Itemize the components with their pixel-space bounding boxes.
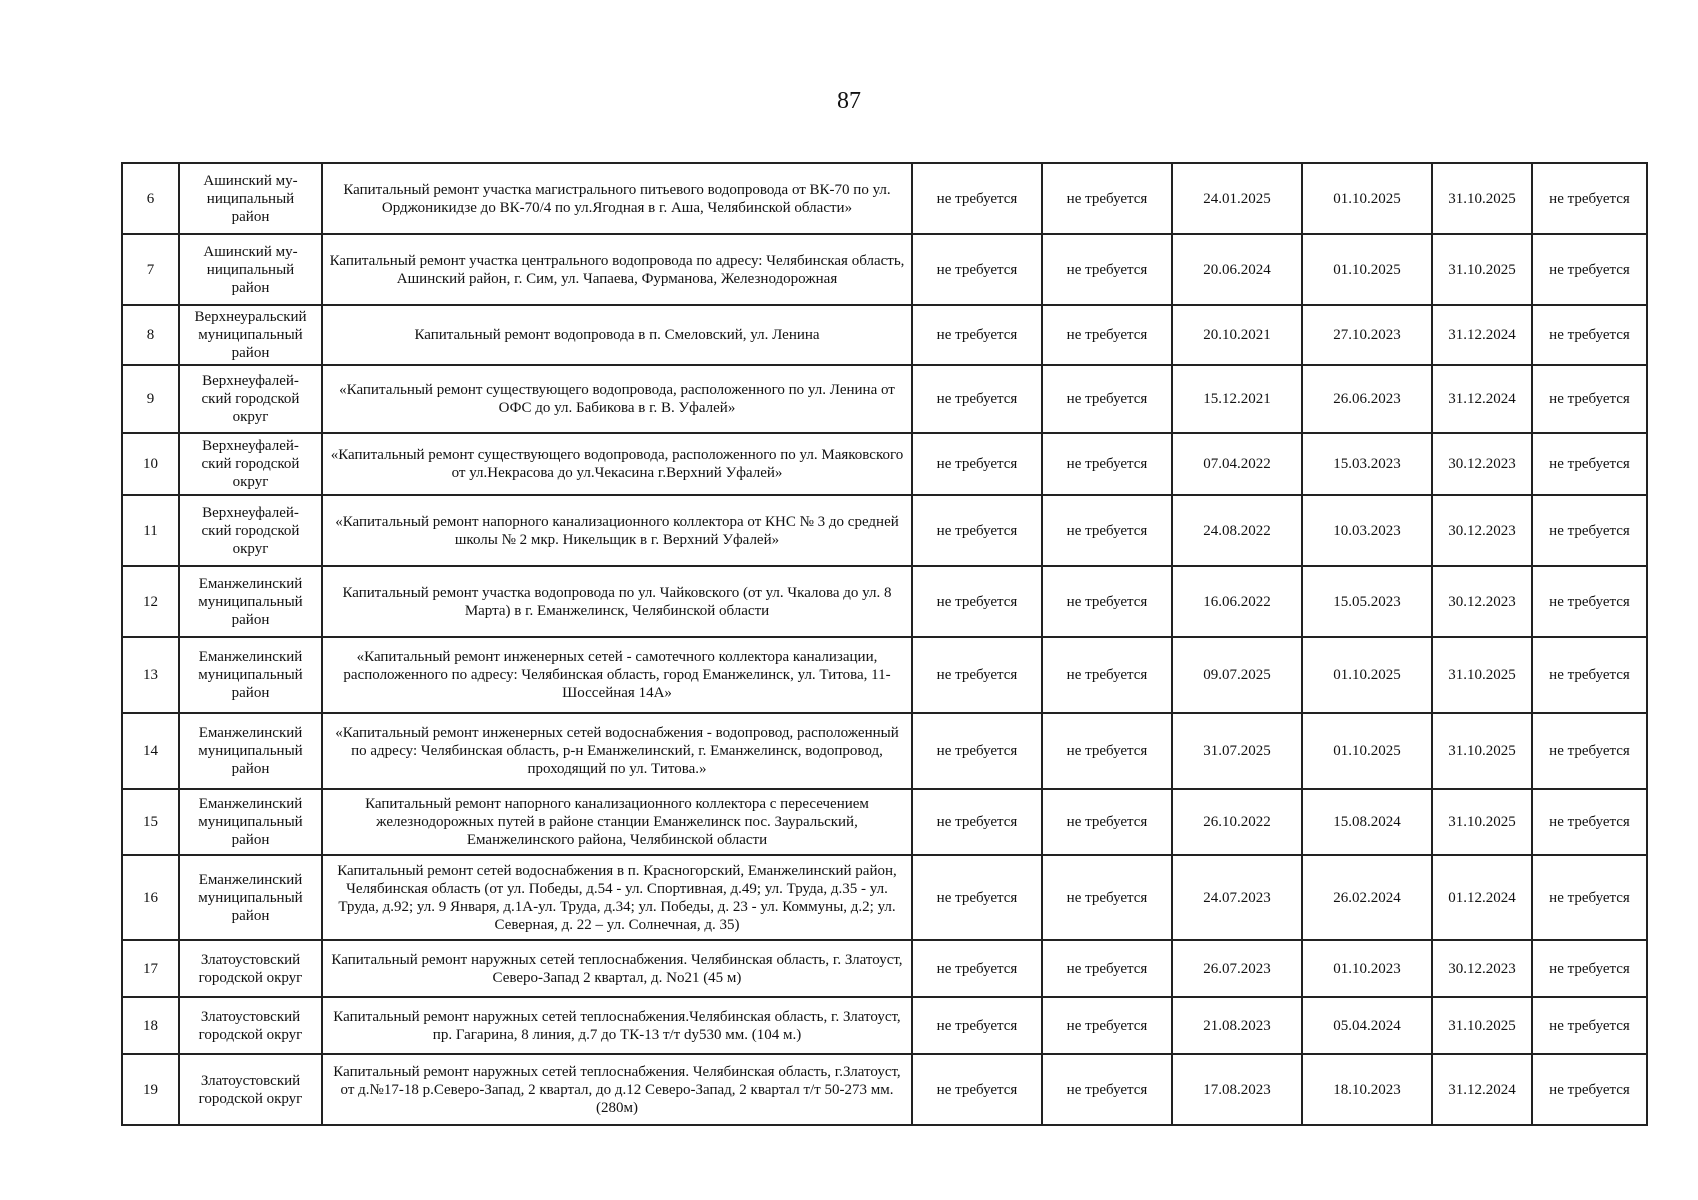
- status-cell: не требуется: [1532, 566, 1647, 637]
- status-cell: не требуется: [912, 789, 1042, 855]
- date-cell: 01.10.2025: [1302, 637, 1432, 713]
- description-cell: «Капитальный ремонт существующего водопровода, расположенного по ул. Ленина от ОФС до ул. Бабикова в г. В. Уфалей»: [322, 365, 912, 433]
- row-number: 11: [122, 495, 179, 566]
- district-cell: Златоустовский городской округ: [179, 940, 322, 997]
- description-cell: Капитальный ремонт участка магистрального питьевого водопровода от ВК-70 по ул. Орджоникидзе до ВК-70/4 по ул.Ягодная в г. Аша, Челябинской области»: [322, 163, 912, 234]
- table-row: [122, 855, 1647, 940]
- date-cell: 18.10.2023: [1302, 1054, 1432, 1125]
- description-cell: «Капитальный ремонт существующего водопровода, расположенного по ул. Маяковского от ул.Некрасова до ул.Чекасина г.Верхний Уфалей»: [322, 433, 912, 495]
- date-cell: 01.10.2023: [1302, 940, 1432, 997]
- status-cell: не требуется: [1042, 855, 1172, 940]
- district-cell: Еманжелинский муниципальный район: [179, 855, 322, 940]
- date-cell: 26.06.2023: [1302, 365, 1432, 433]
- status-cell: не требуется: [912, 1054, 1042, 1125]
- description-cell: Капитальный ремонт наружных сетей теплоснабжения.Челябинская область, г. Златоуст, пр. Гагарина, 8 линия, д.7 до ТК-13 т/т dy530 мм. (104 м.): [322, 997, 912, 1054]
- status-cell: не требуется: [1042, 566, 1172, 637]
- description-cell: Капитальный ремонт водопровода в п. Смеловский, ул. Ленина: [322, 305, 912, 365]
- status-cell: не требуется: [1042, 163, 1172, 234]
- status-cell: не требуется: [1042, 365, 1172, 433]
- row-number: 10: [122, 433, 179, 495]
- date-cell: 15.12.2021: [1172, 365, 1302, 433]
- table-row: [122, 365, 1647, 433]
- date-cell: 31.12.2024: [1432, 365, 1532, 433]
- district-cell: Верхнеуральский муниципальный район: [179, 305, 322, 365]
- status-cell: не требуется: [912, 940, 1042, 997]
- table-row: [122, 940, 1647, 997]
- status-cell: не требуется: [1042, 234, 1172, 305]
- date-cell: 17.08.2023: [1172, 1054, 1302, 1125]
- district-cell: Верхнеуфалей- ский городской округ: [179, 365, 322, 433]
- status-cell: не требуется: [1532, 713, 1647, 789]
- status-cell: не требуется: [912, 637, 1042, 713]
- status-cell: не требуется: [1532, 789, 1647, 855]
- status-cell: не требуется: [1532, 855, 1647, 940]
- date-cell: 26.10.2022: [1172, 789, 1302, 855]
- status-cell: не требуется: [1532, 997, 1647, 1054]
- date-cell: 01.10.2025: [1302, 234, 1432, 305]
- description-cell: Капитальный ремонт участка центрального водопровода по адресу: Челябинская область, Ашинский район, г. Сим, ул. Чапаева, Фурманова, Железнодорожная: [322, 234, 912, 305]
- status-cell: не требуется: [912, 855, 1042, 940]
- date-cell: 10.03.2023: [1302, 495, 1432, 566]
- table-row: [122, 234, 1647, 305]
- status-cell: не требуется: [912, 234, 1042, 305]
- date-cell: 07.04.2022: [1172, 433, 1302, 495]
- date-cell: 26.02.2024: [1302, 855, 1432, 940]
- date-cell: 20.10.2021: [1172, 305, 1302, 365]
- date-cell: 21.08.2023: [1172, 997, 1302, 1054]
- district-cell: Верхнеуфалей- ский городской округ: [179, 495, 322, 566]
- table-row: [122, 163, 1647, 234]
- description-cell: Капитальный ремонт участка водопровода по ул. Чайковского (от ул. Чкалова до ул. 8 Марта) в г. Еманжелинск, Челябинской области: [322, 566, 912, 637]
- row-number: 7: [122, 234, 179, 305]
- date-cell: 15.05.2023: [1302, 566, 1432, 637]
- status-cell: не требуется: [912, 365, 1042, 433]
- description-cell: Капитальный ремонт наружных сетей теплоснабжения. Челябинская область, г.Златоуст, от д.№17-18 р.Северо-Запад, 2 квартал, до д.12 Северо-Запад, 2 квартал т/т 50-273 мм. (280м): [322, 1054, 912, 1125]
- date-cell: 01.10.2025: [1302, 163, 1432, 234]
- registry-table: [121, 162, 1648, 1126]
- district-cell: Еманжелинский муниципальный район: [179, 789, 322, 855]
- date-cell: 20.06.2024: [1172, 234, 1302, 305]
- date-cell: 30.12.2023: [1432, 566, 1532, 637]
- date-cell: 24.01.2025: [1172, 163, 1302, 234]
- date-cell: 30.12.2023: [1432, 495, 1532, 566]
- table-row: [122, 305, 1647, 365]
- description-cell: Капитальный ремонт напорного канализационного коллектора с пересечением железнодорожных путей в районе станции Еманжелинск пос. Зауральский, Еманжелинского района, Челябинской области: [322, 789, 912, 855]
- status-cell: не требуется: [1532, 433, 1647, 495]
- date-cell: 01.10.2025: [1302, 713, 1432, 789]
- status-cell: не требуется: [1042, 997, 1172, 1054]
- status-cell: не требуется: [1532, 1054, 1647, 1125]
- date-cell: 09.07.2025: [1172, 637, 1302, 713]
- date-cell: 24.07.2023: [1172, 855, 1302, 940]
- status-cell: не требуется: [1042, 713, 1172, 789]
- row-number: 16: [122, 855, 179, 940]
- row-number: 17: [122, 940, 179, 997]
- date-cell: 31.10.2025: [1432, 234, 1532, 305]
- table-row: [122, 637, 1647, 713]
- description-cell: «Капитальный ремонт инженерных сетей - самотечного коллектора канализации, расположенного по адресу: Челябинская область, город Еманжелинск, ул. Титова, 11-Шоссейная 14А»: [322, 637, 912, 713]
- status-cell: не требуется: [1532, 305, 1647, 365]
- district-cell: Еманжелинский муниципальный район: [179, 713, 322, 789]
- date-cell: 31.12.2024: [1432, 1054, 1532, 1125]
- date-cell: 31.10.2025: [1432, 789, 1532, 855]
- status-cell: не требуется: [1042, 1054, 1172, 1125]
- district-cell: Ашинский му- ниципальный район: [179, 163, 322, 234]
- date-cell: 30.12.2023: [1432, 940, 1532, 997]
- date-cell: 31.10.2025: [1432, 163, 1532, 234]
- table-row: [122, 495, 1647, 566]
- row-number: 19: [122, 1054, 179, 1125]
- date-cell: 31.10.2025: [1432, 637, 1532, 713]
- table-row: [122, 433, 1647, 495]
- row-number: 15: [122, 789, 179, 855]
- status-cell: не требуется: [912, 495, 1042, 566]
- status-cell: не требуется: [1532, 637, 1647, 713]
- row-number: 9: [122, 365, 179, 433]
- status-cell: не требуется: [1042, 433, 1172, 495]
- status-cell: не требуется: [912, 997, 1042, 1054]
- date-cell: 01.12.2024: [1432, 855, 1532, 940]
- date-cell: 30.12.2023: [1432, 433, 1532, 495]
- district-cell: Верхнеуфалей- ский городской округ: [179, 433, 322, 495]
- date-cell: 26.07.2023: [1172, 940, 1302, 997]
- status-cell: не требуется: [1532, 940, 1647, 997]
- status-cell: не требуется: [1042, 495, 1172, 566]
- description-cell: Капитальный ремонт сетей водоснабжения в п. Красногорский, Еманжелинский район, Челябинская область (от ул. Победы, д.54 - ул. Спортивная, д.49; ул. Труда, д.35 - ул. Труда, д.92; ул. 9 Января, д.1А-ул. Труда, д.34; ул. Победы, д. 23 - ул. Коммуны, д.2; ул. Северная, д. 22 – ул. Солнечная, д. 35): [322, 855, 912, 940]
- district-cell: Еманжелинский муниципальный район: [179, 566, 322, 637]
- district-cell: Ашинский му- ниципальный район: [179, 234, 322, 305]
- date-cell: 05.04.2024: [1302, 997, 1432, 1054]
- status-cell: не требуется: [1042, 789, 1172, 855]
- table-row: [122, 997, 1647, 1054]
- row-number: 18: [122, 997, 179, 1054]
- table-row: [122, 789, 1647, 855]
- status-cell: не требуется: [1042, 305, 1172, 365]
- row-number: 6: [122, 163, 179, 234]
- page-number: 87: [837, 88, 861, 114]
- date-cell: 15.08.2024: [1302, 789, 1432, 855]
- date-cell: 31.07.2025: [1172, 713, 1302, 789]
- district-cell: Златоустовский городской округ: [179, 997, 322, 1054]
- date-cell: 31.12.2024: [1432, 305, 1532, 365]
- table-row: [122, 1054, 1647, 1125]
- description-cell: «Капитальный ремонт инженерных сетей водоснабжения - водопровод, расположенный по адресу: Челябинская область, р-н Еманжелинский, г. Еманжелинск, водопровод, проходящий по ул. Титова.»: [322, 713, 912, 789]
- date-cell: 16.06.2022: [1172, 566, 1302, 637]
- row-number: 12: [122, 566, 179, 637]
- status-cell: не требуется: [912, 713, 1042, 789]
- district-cell: Еманжелинский муниципальный район: [179, 637, 322, 713]
- row-number: 13: [122, 637, 179, 713]
- date-cell: 27.10.2023: [1302, 305, 1432, 365]
- status-cell: не требуется: [912, 163, 1042, 234]
- table-row: [122, 713, 1647, 789]
- row-number: 8: [122, 305, 179, 365]
- date-cell: 24.08.2022: [1172, 495, 1302, 566]
- date-cell: 15.03.2023: [1302, 433, 1432, 495]
- status-cell: не требуется: [912, 433, 1042, 495]
- status-cell: не требуется: [1532, 495, 1647, 566]
- table-row: [122, 566, 1647, 637]
- description-cell: Капитальный ремонт наружных сетей теплоснабжения. Челябинская область, г. Златоуст, Северо-Запад 2 квартал, д. No21 (45 м): [322, 940, 912, 997]
- status-cell: не требуется: [912, 305, 1042, 365]
- status-cell: не требуется: [1532, 365, 1647, 433]
- status-cell: не требуется: [912, 566, 1042, 637]
- status-cell: не требуется: [1042, 940, 1172, 997]
- district-cell: Златоустовский городской округ: [179, 1054, 322, 1125]
- row-number: 14: [122, 713, 179, 789]
- date-cell: 31.10.2025: [1432, 997, 1532, 1054]
- status-cell: не требуется: [1042, 637, 1172, 713]
- date-cell: 31.10.2025: [1432, 713, 1532, 789]
- description-cell: «Капитальный ремонт напорного канализационного коллектора от КНС № 3 до средней школы № 2 мкр. Никельщик в г. Верхний Уфалей»: [322, 495, 912, 566]
- status-cell: не требуется: [1532, 163, 1647, 234]
- status-cell: не требуется: [1532, 234, 1647, 305]
